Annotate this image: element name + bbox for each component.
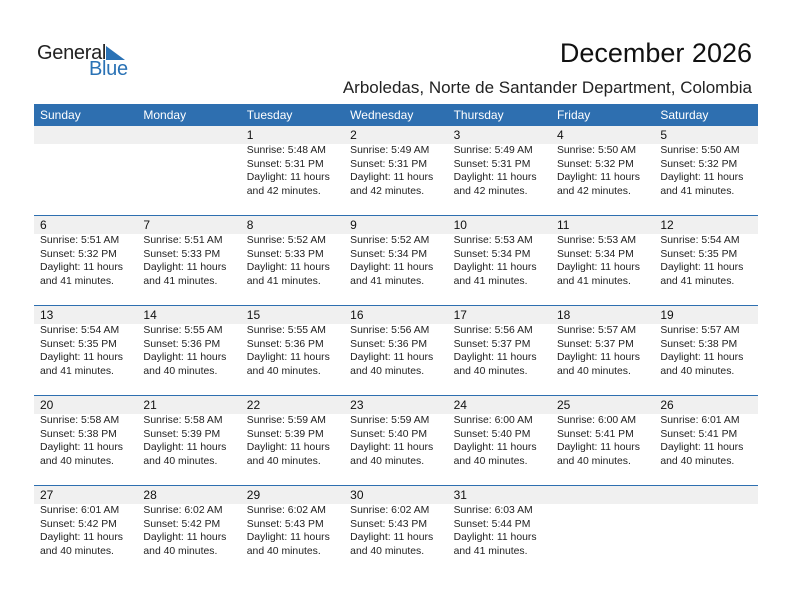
day-number: 15 <box>246 308 261 322</box>
day-number: 27 <box>40 488 54 502</box>
minutes-text: and 40 minutes. <box>246 545 321 557</box>
day-number: 22 <box>246 398 261 412</box>
sunset-text: Sunset: 5:33 PM <box>143 248 221 260</box>
day-info-row <box>34 504 758 558</box>
sunrise-text: Sunrise: 6:02 AM <box>246 505 326 516</box>
daylight-text: Daylight: 11 hours <box>453 262 537 274</box>
minutes-text: and 40 minutes. <box>246 455 321 467</box>
day-number: 20 <box>40 398 54 412</box>
daylight-text: Daylight: 11 hours <box>246 172 330 184</box>
sunrise-text: Sunrise: 5:51 AM <box>143 235 223 246</box>
week-row <box>34 215 758 305</box>
minutes-text: and 40 minutes. <box>40 455 114 467</box>
sunset-text: Sunset: 5:31 PM <box>350 158 427 170</box>
sunset-text: Sunset: 5:32 PM <box>40 248 117 260</box>
day-cell <box>448 144 551 198</box>
day-cell <box>448 234 551 288</box>
weekday-sunday: Sunday <box>40 108 81 122</box>
sunrise-text: Sunrise: 5:58 AM <box>40 415 120 426</box>
day-info-row <box>34 324 758 378</box>
day-number: 19 <box>660 308 674 322</box>
minutes-text: and 40 minutes. <box>556 455 631 467</box>
week-row <box>34 395 758 485</box>
day-cell <box>654 324 757 378</box>
daylight-text: Daylight: 11 hours <box>143 352 227 364</box>
sunrise-text: Sunrise: 5:57 AM <box>660 325 740 336</box>
date-number-row <box>34 306 758 324</box>
day-number: 24 <box>453 398 467 412</box>
day-cell <box>137 234 240 288</box>
sunset-text: Sunset: 5:37 PM <box>556 338 634 350</box>
location-subtitle: Arboledas, Norte de Santander Department, Colombia <box>342 78 752 97</box>
day-number: 7 <box>143 218 151 232</box>
day-cell <box>551 324 654 378</box>
day-number: 25 <box>556 398 571 412</box>
sunset-text: Sunset: 5:43 PM <box>350 518 427 530</box>
sunrise-text: Sunrise: 6:00 AM <box>556 415 637 426</box>
daylight-text: Daylight: 11 hours <box>660 262 744 274</box>
week-row <box>34 126 758 215</box>
sunset-text: Sunset: 5:33 PM <box>246 248 324 260</box>
day-number <box>137 126 240 144</box>
daylight-text: Daylight: 11 hours <box>246 352 330 364</box>
day-number: 10 <box>453 218 467 232</box>
minutes-text: and 40 minutes. <box>660 365 735 377</box>
minutes-text: and 40 minutes. <box>143 545 218 557</box>
minutes-text: and 40 minutes. <box>453 455 528 467</box>
day-cell <box>654 234 757 288</box>
sunrise-text: Sunrise: 5:52 AM <box>350 235 430 246</box>
minutes-text: and 41 minutes. <box>660 275 735 287</box>
date-number-row <box>34 486 758 504</box>
day-number: 2 <box>350 128 357 142</box>
day-cell <box>241 324 344 378</box>
sunrise-text: Sunrise: 5:49 AM <box>453 145 533 156</box>
day-number <box>551 486 654 504</box>
day-number: 13 <box>40 308 54 322</box>
daylight-text: Daylight: 11 hours <box>143 442 227 454</box>
sunrise-text: Sunrise: 6:01 AM <box>660 415 740 426</box>
sunrise-text: Sunrise: 5:56 AM <box>350 325 430 336</box>
day-number: 23 <box>350 398 364 412</box>
day-number: 30 <box>350 488 364 502</box>
day-number: 28 <box>143 488 157 502</box>
minutes-text: and 42 minutes. <box>350 185 425 197</box>
sunrise-text: Sunrise: 5:54 AM <box>660 235 740 246</box>
minutes-text: and 40 minutes. <box>40 545 114 557</box>
date-number-row <box>34 126 758 144</box>
sunrise-text: Sunrise: 5:50 AM <box>556 145 637 156</box>
sunset-text: Sunset: 5:44 PM <box>453 518 531 530</box>
day-number: 8 <box>246 218 254 232</box>
day-number: 4 <box>556 128 564 142</box>
sunset-text: Sunset: 5:32 PM <box>556 158 634 170</box>
daylight-text: Daylight: 11 hours <box>453 352 537 364</box>
week-row <box>34 305 758 395</box>
day-cell <box>241 414 344 468</box>
sunset-text: Sunset: 5:39 PM <box>246 428 324 440</box>
daylight-text: Daylight: 11 hours <box>556 262 640 274</box>
sunset-text: Sunset: 5:35 PM <box>40 338 117 350</box>
day-cell <box>137 144 240 198</box>
day-cell <box>448 414 551 468</box>
weekday-tuesday: Tuesday <box>246 108 293 122</box>
minutes-text: and 41 minutes. <box>453 545 528 557</box>
daylight-text: Daylight: 11 hours <box>453 172 537 184</box>
daylight-text: Daylight: 11 hours <box>40 262 123 274</box>
day-number: 3 <box>453 128 461 142</box>
sunrise-text: Sunrise: 5:55 AM <box>246 325 326 336</box>
daylight-text: Daylight: 11 hours <box>40 442 123 454</box>
logo-text-blue: Blue <box>89 58 128 80</box>
day-number: 21 <box>143 398 157 412</box>
logo-text-general: General <box>37 42 107 64</box>
day-cell <box>34 504 137 558</box>
date-number-row <box>34 216 758 234</box>
sunrise-text: Sunrise: 5:56 AM <box>453 325 533 336</box>
day-cell <box>34 414 137 468</box>
weekday-saturday: Saturday <box>660 108 709 122</box>
weekday-wednesday: Wednesday <box>350 108 414 122</box>
sunrise-text: Sunrise: 5:49 AM <box>350 145 430 156</box>
minutes-text: and 40 minutes. <box>350 455 425 467</box>
day-cell <box>34 144 137 198</box>
minutes-text: and 42 minutes. <box>556 185 631 197</box>
sunrise-text: Sunrise: 5:50 AM <box>660 145 740 156</box>
day-number: 17 <box>453 308 467 322</box>
day-number: 26 <box>660 398 674 412</box>
day-cell <box>344 144 447 198</box>
sunset-text: Sunset: 5:38 PM <box>660 338 738 350</box>
page-title: December 2026 <box>559 38 752 68</box>
day-cell <box>551 414 654 468</box>
daylight-text: Daylight: 11 hours <box>143 262 227 274</box>
daylight-text: Daylight: 11 hours <box>453 442 537 454</box>
sunset-text: Sunset: 5:43 PM <box>246 518 324 530</box>
day-cell <box>654 504 757 558</box>
sunset-text: Sunset: 5:36 PM <box>246 338 324 350</box>
minutes-text: and 41 minutes. <box>453 275 528 287</box>
daylight-text: Daylight: 11 hours <box>453 532 537 544</box>
minutes-text: and 40 minutes. <box>660 455 735 467</box>
sunset-text: Sunset: 5:38 PM <box>40 428 117 440</box>
week-row <box>34 485 758 575</box>
day-cell <box>241 234 344 288</box>
sunset-text: Sunset: 5:31 PM <box>246 158 324 170</box>
minutes-text: and 42 minutes. <box>453 185 528 197</box>
sunset-text: Sunset: 5:32 PM <box>660 158 738 170</box>
daylight-text: Daylight: 11 hours <box>350 262 434 274</box>
day-info-row <box>34 234 758 288</box>
day-cell <box>241 144 344 198</box>
sunset-text: Sunset: 5:40 PM <box>453 428 531 440</box>
sunset-text: Sunset: 5:42 PM <box>143 518 221 530</box>
weekday-header-row <box>34 104 758 126</box>
day-cell <box>34 324 137 378</box>
calendar-grid <box>34 104 758 575</box>
minutes-text: and 41 minutes. <box>350 275 425 287</box>
sunrise-text: Sunrise: 5:52 AM <box>246 235 326 246</box>
minutes-text: and 41 minutes. <box>143 275 218 287</box>
day-cell <box>551 504 654 558</box>
sunset-text: Sunset: 5:34 PM <box>350 248 427 260</box>
daylight-text: Daylight: 11 hours <box>350 172 434 184</box>
daylight-text: Daylight: 11 hours <box>40 532 123 544</box>
sunset-text: Sunset: 5:37 PM <box>453 338 531 350</box>
sunrise-text: Sunrise: 5:48 AM <box>246 145 326 156</box>
sunrise-text: Sunrise: 5:59 AM <box>350 415 430 426</box>
day-number <box>654 486 757 504</box>
sunrise-text: Sunrise: 6:02 AM <box>143 505 223 516</box>
day-info-row <box>34 414 758 468</box>
sunrise-text: Sunrise: 5:53 AM <box>453 235 533 246</box>
sunset-text: Sunset: 5:34 PM <box>453 248 531 260</box>
day-cell <box>344 324 447 378</box>
minutes-text: and 41 minutes. <box>40 365 114 377</box>
day-cell <box>241 504 344 558</box>
minutes-text: and 40 minutes. <box>556 365 631 377</box>
day-cell <box>137 504 240 558</box>
sunset-text: Sunset: 5:35 PM <box>660 248 738 260</box>
daylight-text: Daylight: 11 hours <box>660 442 744 454</box>
minutes-text: and 40 minutes. <box>350 545 425 557</box>
minutes-text: and 40 minutes. <box>350 365 425 377</box>
daylight-text: Daylight: 11 hours <box>350 442 434 454</box>
day-number: 14 <box>143 308 157 322</box>
day-cell <box>344 504 447 558</box>
sunrise-text: Sunrise: 5:57 AM <box>556 325 637 336</box>
day-cell <box>654 414 757 468</box>
generalblue-logo <box>37 42 137 82</box>
minutes-text: and 40 minutes. <box>143 455 218 467</box>
sunset-text: Sunset: 5:40 PM <box>350 428 427 440</box>
day-number: 5 <box>660 128 668 142</box>
sunrise-text: Sunrise: 5:51 AM <box>40 235 120 246</box>
daylight-text: Daylight: 11 hours <box>40 352 123 364</box>
daylight-text: Daylight: 11 hours <box>246 532 330 544</box>
date-number-row <box>34 396 758 414</box>
daylight-text: Daylight: 11 hours <box>660 172 744 184</box>
day-info-row <box>34 144 758 198</box>
minutes-text: and 41 minutes. <box>660 185 735 197</box>
weekday-thursday: Thursday <box>453 108 504 122</box>
daylight-text: Daylight: 11 hours <box>143 532 227 544</box>
sunrise-text: Sunrise: 5:54 AM <box>40 325 120 336</box>
sunset-text: Sunset: 5:31 PM <box>453 158 531 170</box>
sunrise-text: Sunrise: 5:55 AM <box>143 325 223 336</box>
daylight-text: Daylight: 11 hours <box>350 352 434 364</box>
minutes-text: and 40 minutes. <box>143 365 218 377</box>
daylight-text: Daylight: 11 hours <box>556 352 640 364</box>
sunrise-text: Sunrise: 6:02 AM <box>350 505 430 516</box>
sunrise-text: Sunrise: 5:58 AM <box>143 415 223 426</box>
day-number: 18 <box>556 308 571 322</box>
day-cell <box>344 414 447 468</box>
sunrise-text: Sunrise: 6:00 AM <box>453 415 533 426</box>
minutes-text: and 41 minutes. <box>556 275 631 287</box>
weekday-friday: Friday <box>556 108 591 122</box>
day-cell <box>137 414 240 468</box>
daylight-text: Daylight: 11 hours <box>246 442 330 454</box>
day-cell <box>34 234 137 288</box>
day-number: 16 <box>350 308 364 322</box>
day-cell <box>344 234 447 288</box>
daylight-text: Daylight: 11 hours <box>556 442 640 454</box>
sunrise-text: Sunrise: 5:59 AM <box>246 415 326 426</box>
sunrise-text: Sunrise: 5:53 AM <box>556 235 637 246</box>
sunset-text: Sunset: 5:42 PM <box>40 518 117 530</box>
day-cell <box>551 144 654 198</box>
day-cell <box>448 504 551 558</box>
sunset-text: Sunset: 5:39 PM <box>143 428 221 440</box>
day-number: 11 <box>556 218 570 232</box>
sunset-text: Sunset: 5:41 PM <box>660 428 738 440</box>
sunset-text: Sunset: 5:36 PM <box>143 338 221 350</box>
day-cell <box>137 324 240 378</box>
day-number: 12 <box>660 218 674 232</box>
day-number <box>34 126 137 144</box>
weekday-monday: Monday <box>143 108 187 122</box>
day-cell <box>448 324 551 378</box>
daylight-text: Daylight: 11 hours <box>660 352 744 364</box>
daylight-text: Daylight: 11 hours <box>350 532 434 544</box>
sunset-text: Sunset: 5:36 PM <box>350 338 427 350</box>
minutes-text: and 40 minutes. <box>453 365 528 377</box>
day-number: 31 <box>453 488 467 502</box>
day-number: 9 <box>350 218 357 232</box>
sunrise-text: Sunrise: 6:03 AM <box>453 505 533 516</box>
day-cell <box>654 144 757 198</box>
sunset-text: Sunset: 5:41 PM <box>556 428 634 440</box>
day-cell <box>551 234 654 288</box>
sunrise-text: Sunrise: 6:01 AM <box>40 505 120 516</box>
day-number: 29 <box>246 488 261 502</box>
day-number: 6 <box>40 218 47 232</box>
sunset-text: Sunset: 5:34 PM <box>556 248 634 260</box>
minutes-text: and 41 minutes. <box>40 275 114 287</box>
minutes-text: and 41 minutes. <box>246 275 321 287</box>
minutes-text: and 42 minutes. <box>246 185 321 197</box>
minutes-text: and 40 minutes. <box>246 365 321 377</box>
daylight-text: Daylight: 11 hours <box>246 262 330 274</box>
day-number: 1 <box>246 128 254 142</box>
daylight-text: Daylight: 11 hours <box>556 172 640 184</box>
